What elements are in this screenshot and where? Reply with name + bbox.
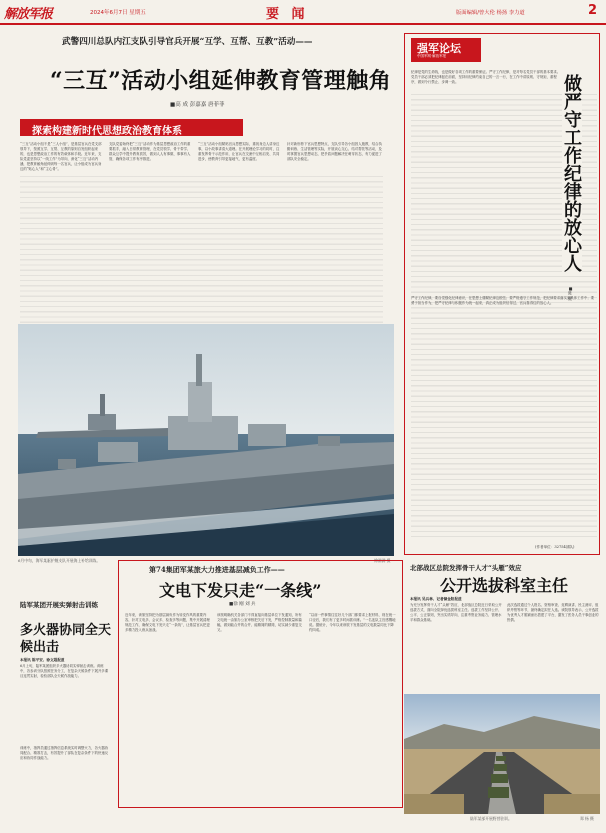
column-sub: 中国军网·解放军报	[417, 54, 447, 58]
main-text-col4: 针对新形势下官兵思想特点，支队引导各小组因人施教，结合执勤训练、生活管理等实际，开展谈心交心、结对帮扶等活动，及时掌握官兵思想动态，把矛盾问题解决在萌芽状态，有力促进了部队安全稳定。	[287, 142, 382, 162]
main-text-col2: 支队党委始终把“三互”活动作为基层思想政治工作的重要抓手，融入日常教育管理，在党员领学、骨干带学、群众互学中提升教育质效，做到人人有事做、事事有人管，确保各项工作有序推进。	[109, 142, 191, 162]
commentary-text-col2: 严守工作纪律，要自觉强化纪律意识，在思想上绷紧纪律这根弦；要严格遵守工作规范，把纪律要求落实到具体工作中；要勇于担当作为，把严守纪律与积极作为统一起来，真正成为组织信得过、官兵靠得住的放心人。	[411, 296, 595, 306]
main-headline: “三互”活动小组延伸教育管理触角	[50, 68, 392, 94]
convoy-credit: 郑 杨 摄	[580, 816, 594, 821]
article-north	[404, 560, 602, 690]
commentary-headline: 做严守工作纪律的放心人	[561, 74, 582, 272]
masthead-rule	[0, 23, 606, 25]
main-byline: ■高 成 彭嘉嘉 唐菲菲	[170, 102, 225, 108]
convoy-caption: 陆军某部开展野营驻训。	[470, 816, 512, 821]
article-north-byline: 本报讯 吴兵林、记者储金阳报道	[410, 597, 462, 601]
section-title: 要 闻	[266, 7, 309, 22]
article-lujun-byline: 本报讯 陈平安、徐文超报道	[20, 658, 65, 662]
commentary-source: (作者单位：32754部队)	[535, 545, 575, 549]
section-banner-text: 探索构建新时代思想政治教育体系	[32, 125, 182, 137]
page-number: 2	[588, 3, 598, 18]
main-text-col1: “三互”活动小组不是“三人小组”，是基层官兵在党支部领导下，按照互学、互帮、互教的原则自发组织起来的，也是思想政治工作的有效载体和手段。近年来，支队党委坚持以“一线工作”为导向，深化“三互”活动内涵，把教育触角延伸到每一名官兵，让小组成为官兵身边的“贴心人”和“主心骨”。	[20, 142, 102, 172]
article-lujun-kicker: 陆军某团开展实弹射击训练	[20, 601, 98, 609]
article-lujun-headline: 多火器协同全天候出击	[20, 623, 112, 655]
column-badge	[411, 38, 481, 62]
main-kicker: 武警四川总队内江支队引导官兵开展“互学、互帮、互教”活动——	[62, 37, 313, 47]
article-74-kicker: 第74集团军某旅大力推进基层减负工作——	[149, 565, 285, 574]
newspaper-logo: 解放军报	[4, 7, 53, 22]
article-north-headline: 公开选拔科室主任	[440, 576, 569, 595]
convoy-photo-image	[404, 694, 600, 814]
editor-line: 版面编辑/曾大伦 杨扬 李力道	[456, 10, 525, 16]
article-74-byline: ■徐 刚 刘 兵	[229, 602, 256, 607]
article-north-col2: 此次选拔通过个人报名、资格审查、竞聘演讲、民主测评、组织考察等环节，最终确定拟任人选。该院领导表示，公开选拔为优秀人才脱颖而出搭建了平台，激发了医务人员干事创业的热情。	[507, 603, 599, 623]
naval-photo-image	[18, 324, 394, 556]
article-lujun	[16, 600, 114, 830]
convoy-photo	[404, 694, 600, 814]
article-74-col1: 近年来，该旅坚持把为基层减负作为转变作风的重要内容，针对文电多、会议多、检查多等问题，集中开展清理规范工作，确保文电下发只走“一条线”，让基层官兵把更多精力投入练兵备战。	[125, 613, 210, 633]
photo-credit: 徐满满 摄	[374, 558, 391, 563]
main-text-col3: “三互”活动小组紧贴官兵思想实际，重视身边人讲身边事，以小故事讲清大道理。在开展理论学习的同时，注重发挥骨干示范作用，让官兵在交流中互相启发、共同进步，使教育引导更接地气、更有温度。	[198, 142, 280, 162]
issue-date: 2024年6月7日 星期五	[90, 10, 146, 16]
article-74-box	[118, 560, 403, 808]
photo-caption: 6月中旬，海军某驱护舰支队开展海上补给训练。	[18, 558, 101, 563]
article-74-col2: 该旅明确机关各部门不得直接向基层单位下发通知，所有文电统一由旅办公室审核把关后下发，严格控制数量和篇幅，做到能合并的合并、能精简的精简，切实减少重复交叉。	[217, 613, 302, 633]
article-lujun-col2: 训练中，指挥员通过指挥信息系统实时调整火力，各火器协同配合、精准打击，有效提升了部队在复杂条件下的快速反应和协同作战能力。	[20, 746, 109, 761]
article-74-col3: “以前一件事情往往好几个部门都要求上报材料，现在统一口径后，我们有了更多时间抓训练。”一名连队主官感慨地说。据统计，今年以来该旅下发基层的文电数量同比下降约四成。	[309, 613, 396, 633]
naval-photo	[18, 324, 394, 556]
article-north-kicker: 北部战区总院发挥骨干人才“头雁”效应	[410, 564, 522, 572]
commentary-text-col1: 纪律是党的生命线，也是做好各项工作的重要保证。严守工作纪律，是对每名党员干部的基本要求。党员干部必须把纪律挺在前面，坚持用纪律约束自己的一言一行，在工作中讲原则、守规矩、重程序，做到令行禁止、步调一致。	[411, 70, 561, 85]
article-74-headline: 文电下发只走“一条线”	[159, 581, 322, 600]
commentary-author: ■陈 健	[568, 286, 573, 301]
column-name: 强军论坛	[417, 42, 461, 55]
section-banner	[20, 119, 243, 136]
article-north-col1: 为充分发挥骨干人才“头雁”效应，北部战区总院近日采取公开选拔方式，面向全院择优选拔科室主任。选拔工作坚持公开、公平、公正原则，突出实绩导向，注重考察业务能力、管理水平和群众基础。	[410, 603, 502, 623]
article-lujun-col1: 6月上旬，陆军某团组织多火器协同实弹射击训练。训练中，各参训分队按照任务分工，在复杂天候条件下展开多课目连贯实射，检验部队全天候作战能力。	[20, 664, 109, 679]
